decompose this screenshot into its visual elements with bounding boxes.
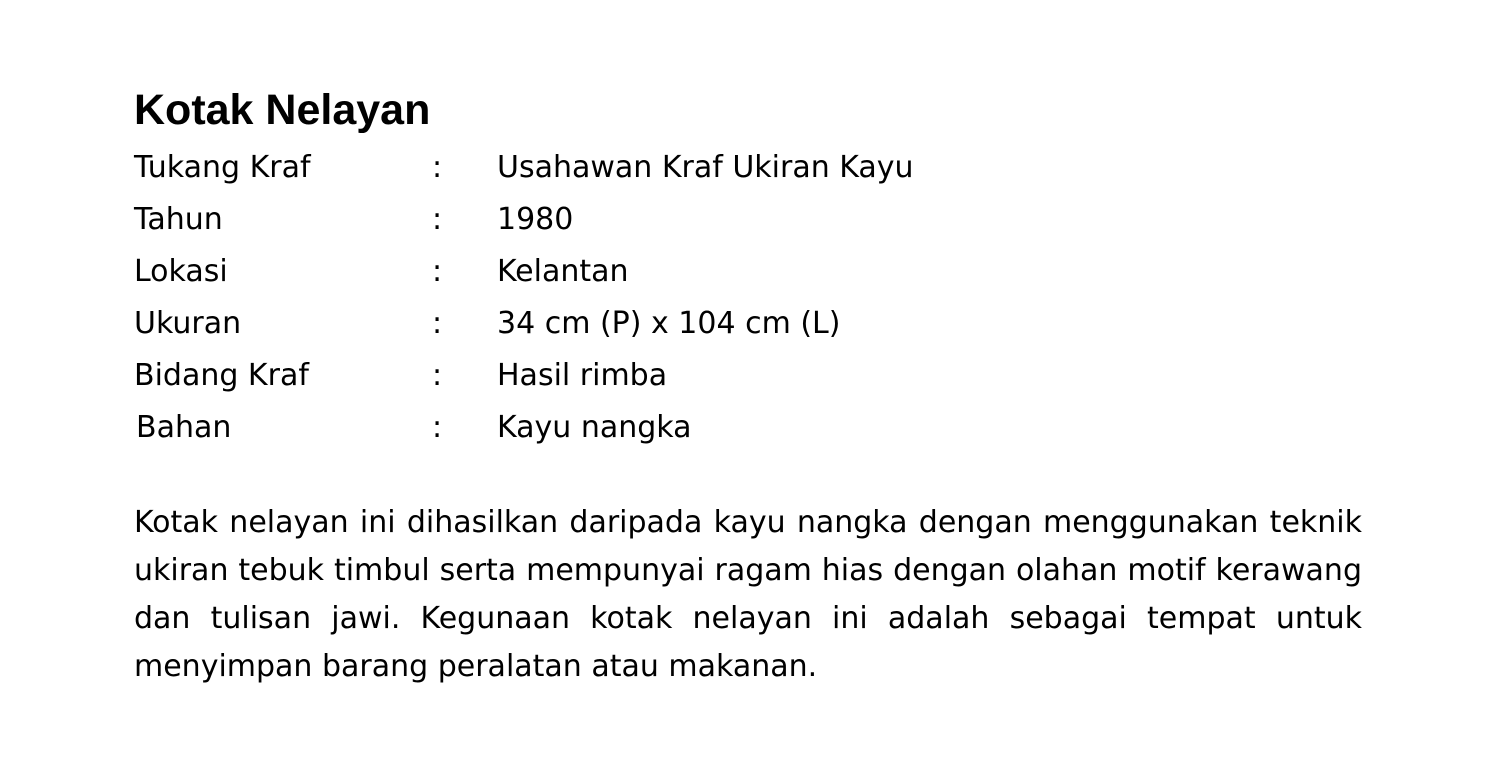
detail-value: Usahawan Kraf Ukiran Kayu — [497, 150, 914, 185]
detail-label: Tahun — [134, 202, 223, 237]
document-title: Kotak Nelayan — [134, 86, 431, 134]
detail-separator: : — [432, 254, 443, 289]
detail-separator: : — [432, 306, 443, 341]
detail-separator: : — [432, 410, 443, 445]
detail-label: Bidang Kraf — [134, 358, 309, 393]
detail-label: Ukuran — [134, 306, 242, 341]
detail-separator: : — [432, 202, 443, 237]
detail-label: Tukang Kraf — [134, 150, 311, 185]
detail-value: 34 cm (P) x 104 cm (L) — [497, 306, 841, 341]
description-paragraph: Kotak nelayan ini dihasilkan daripada kayu nangka dengan menggunakan teknik ukiran tebuk timbul serta mempunyai ragam hias dengan olahan motif kerawang dan tulisan jawi. Kegunaan kotak nelayan ini adalah sebagai tempat untuk menyimpan barang peralatan atau makanan. — [134, 505, 1362, 684]
detail-value: Kelantan — [497, 254, 629, 289]
detail-value: Kayu nangka — [497, 410, 692, 445]
detail-separator: : — [432, 150, 443, 185]
detail-value: 1980 — [497, 202, 574, 237]
detail-separator: : — [432, 358, 443, 393]
detail-label: Bahan — [136, 410, 232, 445]
detail-value: Hasil rimba — [497, 358, 668, 393]
detail-label: Lokasi — [134, 254, 228, 289]
